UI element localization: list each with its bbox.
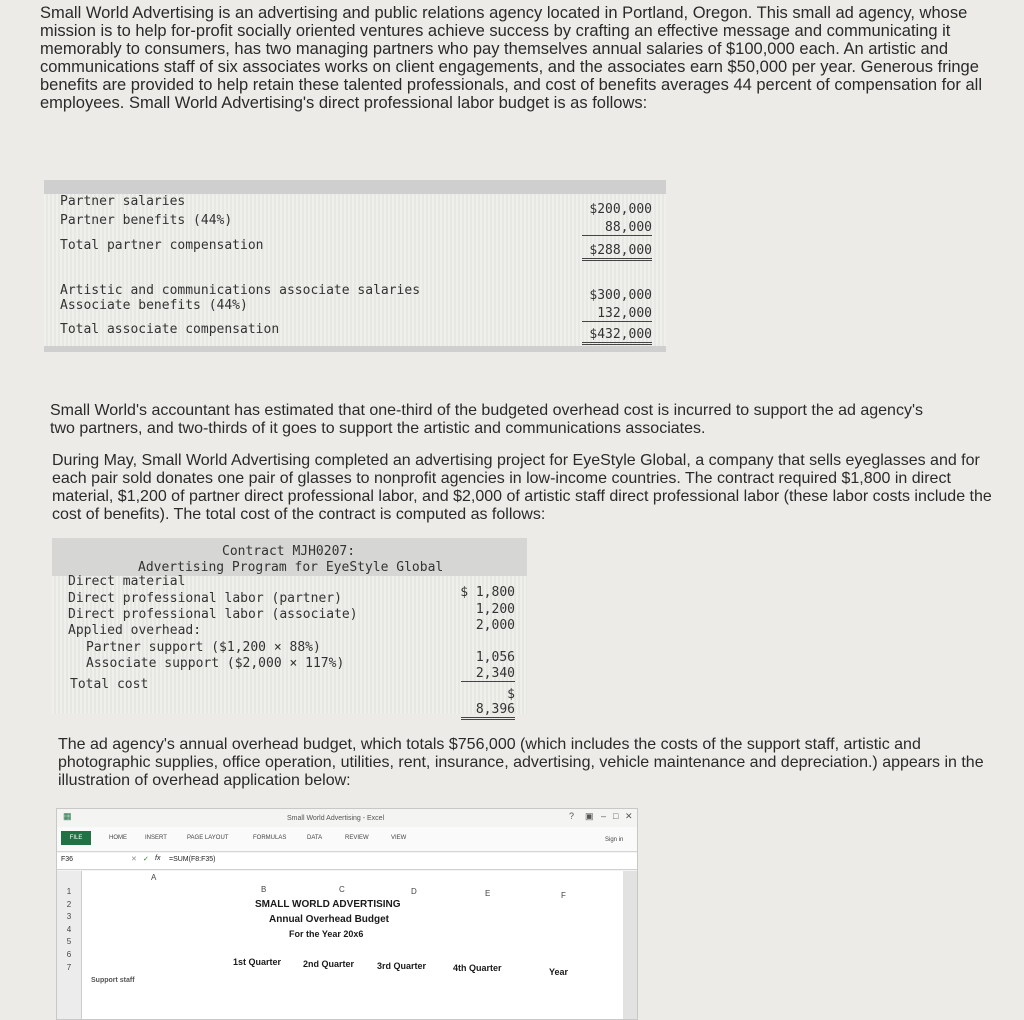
column-header[interactable]: D [411, 887, 417, 896]
row-number[interactable]: 3 [66, 912, 72, 921]
excel-window-title: Small World Advertising - Excel [287, 815, 385, 822]
excel-window[interactable] [56, 808, 638, 1020]
q4-header[interactable]: 4th Quarter [453, 963, 502, 973]
direct-material-label: Direct material [68, 574, 186, 589]
partner-benefits-label: Partner benefits (44%) [60, 213, 233, 228]
spreadsheet-grid[interactable] [57, 871, 623, 1019]
contract-paragraph: During May, Small World Advertising completed an advertising project for EyeStyle Global, a company that sells eyeglasses and for each pair sold donates one pair of glasses to nonprofit agencies in low-income countries. The contract required $1,800 in direct material, $1,200 of partner direct professional labor, and $2,000 of artistic staff direct professional labor (these labor costs include the cost of benefits). The total cost of the contract is computed as follows: [52, 452, 992, 523]
function-icon[interactable]: fx [155, 855, 161, 862]
overhead-budget-paragraph: The ad agency's annual overhead budget, which totals $756,000 (which includes the costs of the support staff, artistic and photographic supplies, office operation, utilities, rent, insurance, advertising, vehicle maintenance and depreciation.) appears in the illustration of overhead application below: [58, 736, 984, 789]
formula-bar [57, 853, 637, 870]
direct-material-value: $ 1,800 [460, 585, 515, 600]
total-cost-label: Total cost [70, 677, 149, 692]
row-number[interactable]: 6 [66, 950, 72, 959]
ribbon [57, 827, 637, 852]
total-cost-value: $ 8,396 [461, 687, 515, 720]
vertical-scrollbar[interactable] [623, 871, 637, 1019]
ribbon-options-icon[interactable]: ▣ [585, 811, 594, 821]
tab-page-layout[interactable]: PAGE LAYOUT [187, 835, 229, 841]
tab-insert[interactable]: INSERT [145, 835, 167, 841]
assoc-labor-value: 2,000 [475, 618, 515, 633]
assoc-salaries-value: $300,000 [589, 288, 652, 303]
contract-cost-table [52, 538, 527, 717]
row-number[interactable]: 2 [66, 900, 72, 909]
budget-company-heading[interactable]: SMALL WORLD ADVERTISING [255, 899, 401, 910]
partner-support-label: Partner support ($1,200 × 88%) [86, 640, 321, 655]
assoc-support-value: 2,340 [461, 666, 515, 682]
q2-header[interactable]: 2nd Quarter [303, 959, 355, 969]
maximize-icon[interactable]: □ [613, 811, 619, 821]
assoc-benefits-value: 132,000 [582, 306, 652, 322]
q3-header[interactable]: 3rd Quarter [377, 961, 427, 971]
close-icon[interactable]: ✕ [625, 811, 633, 821]
tab-home[interactable]: HOME [109, 835, 127, 841]
year-header[interactable]: Year [549, 967, 569, 977]
labor-budget-table [44, 180, 666, 352]
row-number[interactable]: 5 [66, 937, 72, 946]
row-number[interactable]: 1 [66, 887, 72, 896]
partner-salaries-value: $200,000 [589, 202, 652, 217]
minimize-icon[interactable]: – [601, 811, 607, 821]
column-header[interactable]: E [485, 889, 491, 898]
row-header-column [57, 871, 82, 1019]
budget-title-heading[interactable]: Annual Overhead Budget [269, 914, 390, 925]
overhead-allocation-paragraph: Small World's accountant has estimated that one-third of the budgeted overhead cost is incurred to support the ad agency's two partners, and two-thirds of it goes to support the artistic and communications associates. [50, 402, 923, 437]
row7-label-partial[interactable]: Support staff [91, 977, 135, 984]
cancel-formula-icon[interactable]: ✕ [131, 856, 137, 863]
tab-formulas[interactable]: FORMULAS [253, 835, 287, 841]
total-partner-label: Total partner compensation [60, 238, 264, 253]
sign-in-link[interactable]: Sign in [605, 837, 624, 843]
applied-overhead-label: Applied overhead: [68, 623, 202, 638]
intro-paragraph: Small World Advertising is an advertising and public relations agency located in Portland, Oregon. This small ad agency, whose mission is to help for-profit socially oriented ventures achieve success by crafting an effective message and communicating it memorably to consumers, has two managing partners who pay themselves annual salaries of $100,000 each. An artistic and communications staff of six associates works on client engagements, and the associates earn $50,000 per year. Generous fringe benefits are provided to help retain these talented professionals, and cost of benefits averages 44 percent of compensation for all employees. Small World Advertising's direct professional labor budget is as follows: [40, 4, 983, 112]
row-number[interactable]: 7 [66, 963, 72, 972]
assoc-support-label: Associate support ($2,000 × 117%) [86, 656, 345, 671]
contract-subtitle: Advertising Program for EyeStyle Global [138, 560, 444, 575]
contract-title: Contract MJH0207: [222, 544, 356, 559]
total-assoc-label: Total associate compensation [60, 322, 280, 337]
partner-benefits-value: 88,000 [582, 220, 652, 236]
total-partner-value: $288,000 [582, 243, 652, 261]
column-header[interactable]: B [261, 885, 267, 894]
row-number[interactable]: 4 [66, 925, 72, 934]
partner-labor-value: 1,200 [475, 602, 515, 617]
confirm-formula-icon[interactable]: ✓ [143, 856, 149, 863]
partner-labor-label: Direct professional labor (partner) [68, 591, 342, 606]
assoc-benefits-label: Associate benefits (44%) [60, 298, 248, 313]
tab-file[interactable]: FILE [61, 831, 91, 845]
partner-support-value: 1,056 [475, 650, 515, 665]
table-header-bar [44, 180, 666, 194]
tab-view[interactable]: VIEW [391, 835, 407, 841]
name-box[interactable]: F36 [61, 856, 74, 863]
tab-data[interactable]: DATA [307, 835, 323, 841]
partner-salaries-label: Partner salaries [60, 194, 186, 209]
formula-input[interactable]: =SUM(F8:F35) [169, 856, 216, 863]
tab-review[interactable]: REVIEW [345, 835, 369, 841]
column-header[interactable]: A [151, 873, 157, 882]
assoc-labor-label: Direct professional labor (associate) [68, 607, 358, 622]
budget-period-heading[interactable]: For the Year 20x6 [289, 929, 364, 939]
column-header[interactable]: C [339, 885, 345, 894]
assoc-salaries-label: Artistic and communications associate salaries [60, 283, 421, 298]
table-footer-bar [44, 346, 666, 352]
help-icon[interactable]: ? [569, 811, 575, 821]
q1-header[interactable]: 1st Quarter [233, 957, 282, 967]
column-header[interactable]: F [561, 891, 566, 900]
excel-app-icon: ▦ [63, 811, 72, 821]
total-assoc-value: $432,000 [582, 327, 652, 345]
